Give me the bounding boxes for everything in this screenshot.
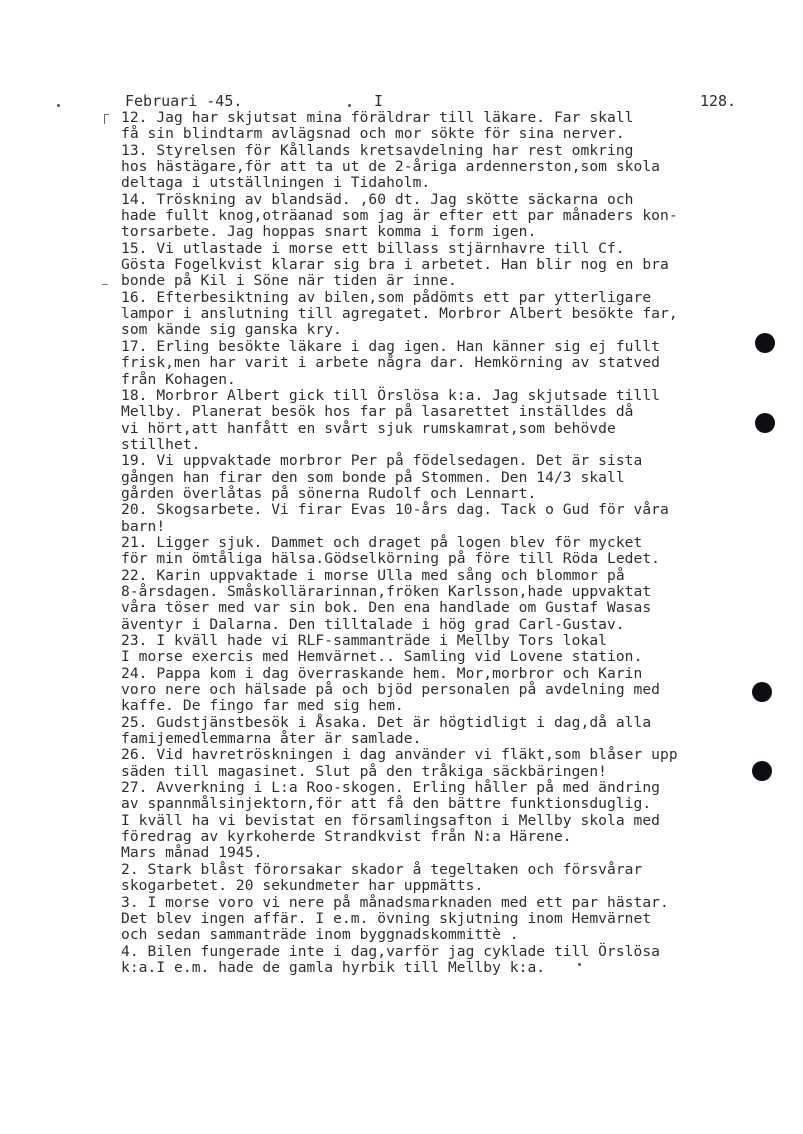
text-line: 13. Styrelsen för Kållands kretsavdelning har rest omkring <box>121 141 634 159</box>
text-line: 12. Jag har skjutsat mina föräldrar till läkare. Far skall <box>121 109 634 126</box>
text-line: 26. Vid havretröskningen i dag använder vi fläkt,som blåser upp <box>121 746 678 764</box>
text-line: hos hästägare,för att ta ut de 2-åriga ardennerston,som skola <box>121 158 661 176</box>
text-line: k:a.I e.m. hade de gamla hyrbik till Mellby k:a. <box>121 958 546 976</box>
text-line: 27. Avverkning i L:a Roo-skogen. Erling håller på med ändring <box>121 779 661 797</box>
page-header-mark: I <box>374 92 384 110</box>
text-line: föredrag av kyrkoherde Strandkvist från N:a Härene. <box>121 828 572 846</box>
text-line: 18. Morbror Albert gick till Örslösa k:a. Jag skjutsade tilll <box>121 386 661 404</box>
text-line: 14. Tröskning av blandsäd. ,60 dt. Jag skötte säckarna och <box>121 190 634 208</box>
diary-text <box>121 110 761 976</box>
text-line: 21. Ligger sjuk. Dammet och draget på logen blev för mycket <box>121 533 643 551</box>
text-line: I kväll ha vi bevistat en församlingsafton i Mellby skola med <box>121 811 661 829</box>
text-line: gången han firar den som bonde på Stommen. Den 14/3 skall <box>121 468 625 486</box>
binder-hole <box>755 413 775 433</box>
text-line: för min ömtåliga hälsa.Gödselkörning på före till Röda Ledet. <box>121 550 661 568</box>
text-line: kaffe. De fingo far med sig hem. <box>121 697 404 715</box>
binder-hole <box>752 682 772 702</box>
text-line: 20. Skogsarbete. Vi firar Evas 10-års dag. Tack o Gud för våra <box>121 501 669 519</box>
text-line: gården överlåtas på sönerna Rudolf och Lennart. <box>121 484 537 502</box>
text-line: från Kohagen. <box>121 370 236 388</box>
text-line: Mellby. Planerat besök hos far på lasarettet inställdes då <box>121 403 634 421</box>
text-line: Det blev ingen affär. I e.m. övning skjutning inom Hemvärnet <box>121 909 652 927</box>
text-line: 15. Vi utlastade i morse ett billass stjärnhavre till Cf. <box>121 239 625 257</box>
page-number: 128. <box>700 92 737 110</box>
page-header-date: Februari -45. <box>125 92 243 110</box>
text-line: hade fullt knog,oträanad som jag är efter ett par månaders kon- <box>121 207 678 225</box>
text-line: bonde på Kil i Söne när tiden är inne. <box>121 272 457 290</box>
stray-dot <box>57 104 60 107</box>
text-line: säden till magasinet. Slut på den tråkiga säckbäringen! <box>121 762 607 780</box>
text-line: och sedan sammanträde inom byggnadskommittè . <box>121 926 519 944</box>
text-line: 22. Karin uppvaktade i morse Ulla med sång och blommor på <box>121 566 625 584</box>
text-line: barn! <box>121 517 166 535</box>
text-line: våra töser med var sin bok. Den ena handlade om Gustaf Wasas <box>121 599 652 617</box>
text-line: I morse exercis med Hemvärnet.. Samling vid Lovene station. <box>121 648 643 666</box>
text-line: stillhet. <box>121 435 201 453</box>
stray-dot <box>348 104 351 107</box>
text-line: 25. Gudstjänstbesök i Åsaka. Det är högtidligt i dag,då alla <box>121 713 652 731</box>
text-line: lampor i anslutning till agregatet. Morbror Albert besökte far, <box>121 305 678 323</box>
text-line: av spannmålsinjektorn,för att få den bättre funktionsduglig. <box>121 795 652 813</box>
margin-bracket-mark <box>104 114 109 124</box>
text-line: 24. Pappa kom i dag överraskande hem. Mor,morbror och Karin <box>121 664 643 682</box>
text-line: 16. Efterbesiktning av bilen,som pådömts ett par ytterligare <box>121 288 652 306</box>
text-line: torsarbete. Jag hoppas snart komma i form igen. <box>121 223 537 241</box>
text-line: 19. Vi uppvaktade morbror Per på födelsedagen. Det är sista <box>121 452 643 470</box>
text-line: äventyr i Dalarna. Den tilltalade i hög grad Carl-Gustav. <box>121 615 625 633</box>
text-line: som kände sig ganska kry. <box>121 321 342 339</box>
text-line: 2. Stark blåst förorsakar skador å tegeltaken och försvårar <box>121 860 643 878</box>
text-line: famijemedlemmarna åter är samlade. <box>121 730 422 748</box>
margin-dash-mark <box>102 284 108 285</box>
text-line: 23. I kväll hade vi RLF-sammanträde i Mellby Tors lokal <box>121 632 607 649</box>
text-line: voro nere och hälsade på och bjöd personalen på avdelning med <box>121 681 661 699</box>
text-line: frisk,men har varit i arbete några dar. Hemkörning av statved <box>121 354 661 372</box>
binder-hole <box>755 333 775 353</box>
text-line: 8-årsdagen. Småskollärarinnan,fröken Karlsson,hade uppvaktat <box>121 582 652 600</box>
binder-hole <box>752 761 772 781</box>
text-line: vi hört,att hanfått en svårt sjuk rumskamrat,som behövde <box>121 419 616 437</box>
text-line: deltaga i utställningen i Tidaholm. <box>121 174 431 192</box>
text-line: Mars månad 1945. <box>121 844 263 862</box>
text-line: 3. I morse voro vi nere på månadsmarknaden med ett par hästar. <box>121 893 669 911</box>
text-line: få sin blindtarm avlägsnad och mor sökte för sina nerver. <box>121 125 625 143</box>
text-line: Gösta Fogelkvist klarar sig bra i arbetet. Han blir nog en bra <box>121 256 669 274</box>
text-line: 17. Erling besökte läkare i dag igen. Han känner sig ej fullt <box>121 337 661 355</box>
text-line: skogarbetet. 20 sekundmeter har uppmätts. <box>121 877 484 895</box>
text-line: 4. Bilen fungerade inte i dag,varför jag cyklade till Örslösa <box>121 942 661 960</box>
